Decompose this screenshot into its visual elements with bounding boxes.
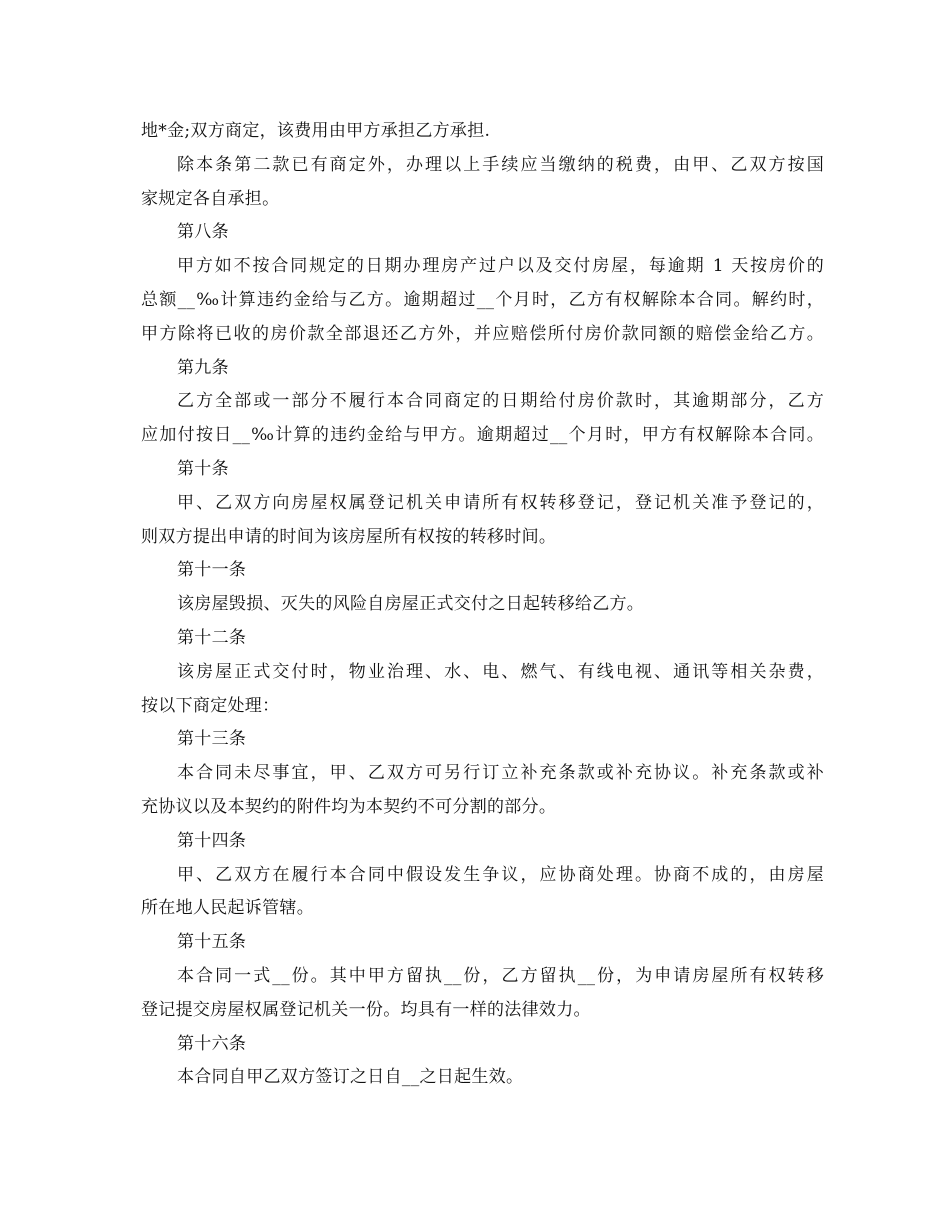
text-line: 所在地人民起诉管辖。: [141, 898, 314, 919]
text-line: 则双方提出申请的时间为该房屋所有权按的转移时间。: [141, 526, 557, 547]
text-line: 应加付按日__‰计算的违约金给与甲方。逾期超过__个月时，甲方有权解除本合同。: [141, 425, 824, 446]
article-heading: 第十六条: [177, 1033, 247, 1054]
text-line: 该房屋正式交付时，物业治理、水、电、燃气、有线电视、通讯等相关杂费，: [177, 661, 824, 682]
article-heading: 第十五条: [177, 932, 247, 953]
text-line: 该房屋毁损、灭失的风险自房屋正式交付之日起转移给乙方。: [177, 594, 645, 615]
text-line: 登记提交房屋权属登记机关一份。均具有一样的法律效力。: [141, 999, 591, 1020]
article-heading: 第十条: [177, 458, 229, 479]
text-line: 除本条第二款已有商定外，办理以上手续应当缴纳的税费，由甲、乙双方按国: [177, 154, 824, 175]
text-line: 本合同一式__份。其中甲方留执__份，乙方留执__份，为申请房屋所有权转移: [177, 965, 824, 986]
text-line: 家规定各自承担。: [141, 188, 280, 209]
article-heading: 第十二条: [177, 627, 247, 648]
text-line: 甲方除将已收的房价款全部退还乙方外，并应赔偿所付房价款同额的赔偿金给乙方。: [141, 323, 824, 344]
text-line: 本合同未尽事宜，甲、乙双方可另行订立补充条款或补充协议。补充条款或补: [177, 763, 824, 784]
article-heading: 第十一条: [177, 560, 247, 581]
article-heading: 第八条: [177, 222, 229, 243]
text-line: 甲、乙双方在履行本合同中假设发生争议，应协商处理。协商不成的，由房屋: [177, 864, 824, 885]
article-heading: 第十三条: [177, 729, 247, 750]
article-heading: 第十四条: [177, 830, 247, 851]
text-line: 总额__‰计算违约金给与乙方。逾期超过__个月时，乙方有权解除本合同。解约时，: [141, 289, 824, 310]
text-line: 甲方如不按合同规定的日期办理房产过户以及交付房屋，每逾期 1 天按房价的: [177, 256, 824, 277]
text-line: 甲、乙双方向房屋权属登记机关申请所有权转移登记，登记机关准予登记的，: [177, 492, 824, 513]
text-line: 按以下商定处理：: [141, 695, 280, 716]
article-heading: 第九条: [177, 357, 229, 378]
document-body: [141, 117, 824, 1091]
text-line: 本合同自甲乙双方签订之日自__之日起生效。: [177, 1067, 524, 1088]
text-line: 充协议以及本契约的附件均为本契约不可分割的部分。: [141, 796, 557, 817]
text-line: 地*金;双方商定，该费用由甲方承担乙方承担.: [141, 121, 491, 141]
text-line: 乙方全部或一部分不履行本合同商定的日期给付房价款时，其逾期部分，乙方: [177, 391, 824, 412]
